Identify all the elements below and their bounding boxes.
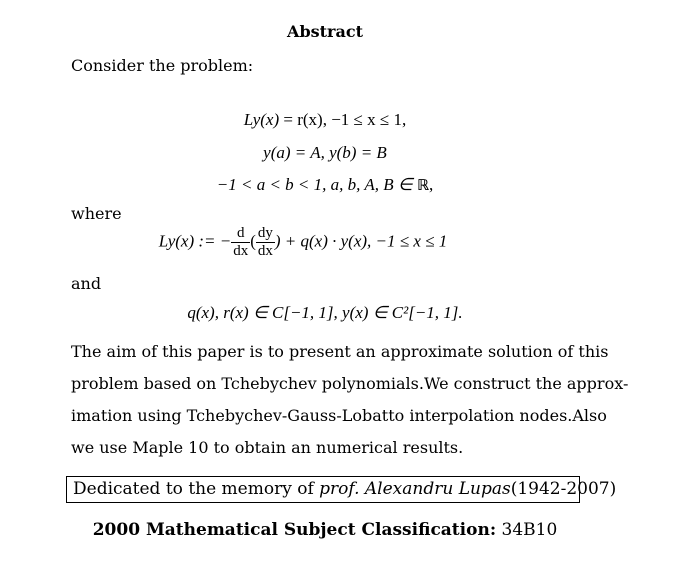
msc-code: 34B10	[496, 520, 558, 540]
and-text: and	[71, 274, 102, 293]
fraction-d-den: dx	[233, 243, 249, 259]
function-spaces-text: q(x), r(x) ∈ C[−1, 1], y(x) ∈ C²[−1, 1].	[187, 303, 463, 322]
abstract-body	[71, 336, 629, 464]
fraction-dy-den: dx	[257, 243, 273, 259]
fraction-dy-dx	[256, 225, 275, 260]
operator-rest: ) + q(x) · y(x), −1 ≤ x ≤ 1	[274, 231, 448, 251]
equation-domain-text: −1 < a < b < 1, a, b, A, B ∈	[216, 175, 417, 194]
body-line: imation using Tchebychev-Gauss-Lobatto interpolation nodes.Also	[71, 406, 607, 425]
dedication-prefix: Dedicated to the memory of	[73, 479, 320, 499]
equation-domain	[0, 175, 650, 195]
msc-classification	[0, 520, 650, 540]
equation-ode-rhs: = r(x), −1 ≤ x ≤ 1,	[279, 110, 407, 129]
fraction-d-num: d	[231, 225, 250, 243]
operator-lhs: Ly(x) := −	[158, 231, 232, 251]
intro-text: Consider the problem:	[71, 56, 254, 75]
abstract-heading: Abstract	[287, 22, 363, 41]
body-line: we use Maple 10 to obtain an numerical results.	[71, 438, 464, 457]
body-line: problem based on Tchebychev polynomials.We construct the approx-	[71, 374, 629, 393]
where-text: where	[71, 204, 122, 223]
equation-function-spaces	[0, 303, 650, 323]
equation-boundary-text: y(a) = A, y(b) = B	[263, 143, 387, 162]
dedication-years: (1942-2007)	[510, 479, 617, 499]
equation-operator: Ly(x) := − $\frac{d}{dx}$ ( $\frac{dy}{dx}$ ) + q(x) · y(x), −1 ≤ x ≤ 1	[158, 225, 448, 259]
msc-label: 2000 Mathematical Subject Classification:	[92, 520, 497, 540]
dedication-name: prof. Alexandru Lupas	[319, 479, 511, 499]
fraction-d-dx	[231, 225, 250, 260]
equation-ode	[0, 110, 650, 130]
dedication-box	[66, 476, 617, 503]
equation-boundary	[0, 143, 650, 163]
fraction-dy-num: dy	[257, 225, 273, 241]
equation-ode-lhs: Ly(x)	[243, 110, 280, 129]
body-line: The aim of this paper is to present an approximate solution of this	[71, 342, 609, 361]
equation-domain-end: ,	[428, 175, 434, 194]
real-numbers-symbol: ℝ	[416, 176, 429, 194]
